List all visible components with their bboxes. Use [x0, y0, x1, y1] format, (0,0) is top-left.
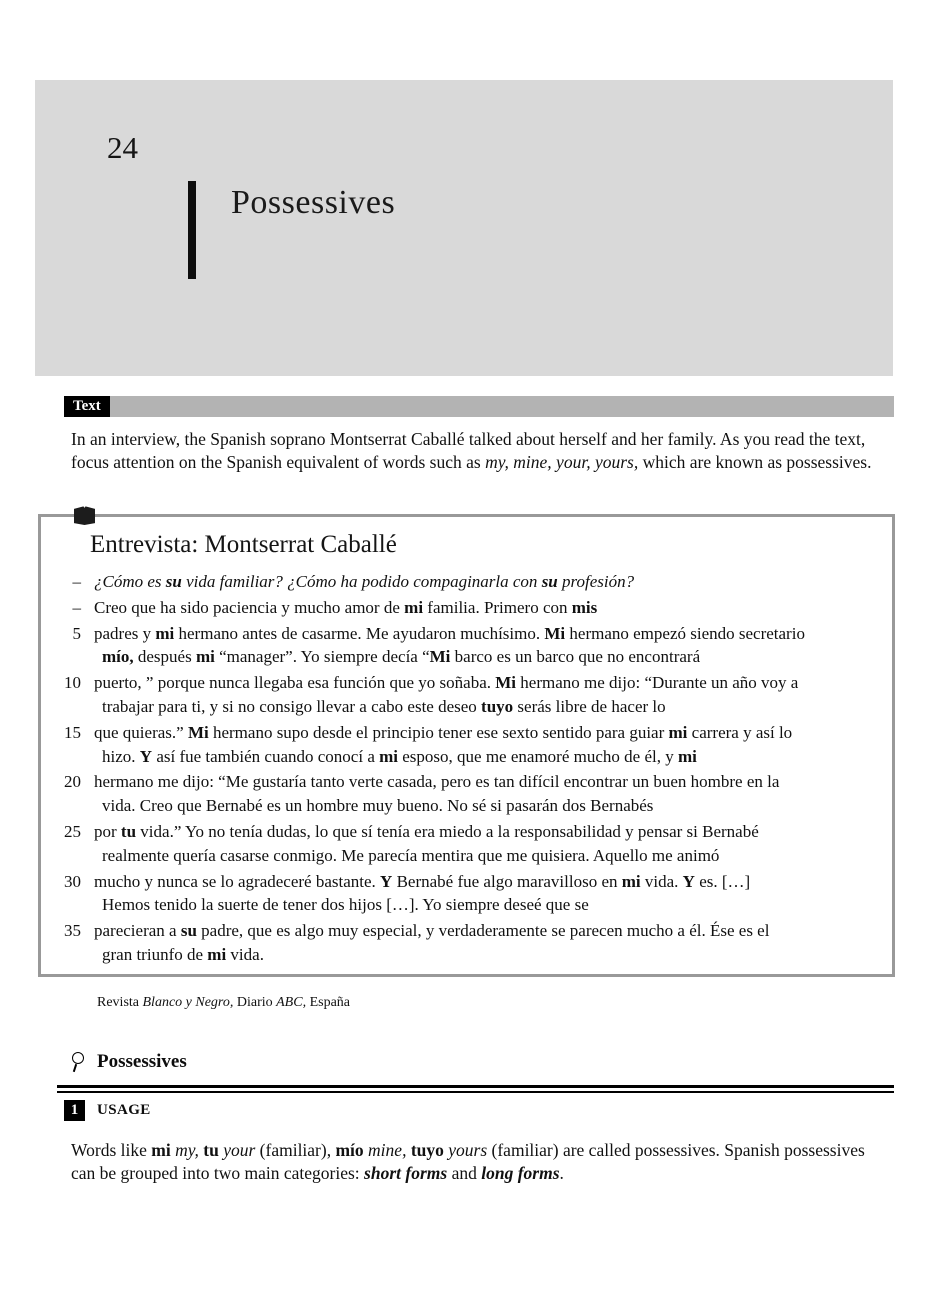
interview-line [57, 596, 884, 620]
magnifier-icon [70, 1052, 85, 1076]
chapter-title: Possessives [231, 184, 396, 221]
line-number [57, 745, 81, 769]
line-number: – [72, 572, 81, 591]
line-number: 20 [64, 772, 81, 792]
section-double-rule [57, 1085, 894, 1093]
line-text: Creo que ha sido paciencia y mucho amor de mi familia. Primero con mis [94, 597, 598, 617]
line-text: ¿Cómo es su vida familiar? ¿Cómo ha podido compaginarla con su profesión? [94, 572, 635, 591]
chapter-header [35, 80, 893, 376]
interview-line [57, 820, 884, 844]
text-section-rule [110, 396, 894, 417]
line-text: hizo. Y así fue también cuando conocí a mi esposo, que me enamoré mucho de él, y mi [102, 746, 697, 766]
interview-title: Entrevista: Montserrat Caballé [90, 531, 397, 558]
chapter-title-bar [188, 181, 196, 279]
intro-paragraph: In an interview, the Spanish soprano Montserrat Caballé talked about herself and her family. As you read the text, focus attention on the Spanish equivalent of words such as my, mine, your, yours, which are known as possessives. [71, 429, 872, 472]
interview-line [57, 870, 884, 894]
line-number: 35 [64, 921, 81, 941]
subsection-number-badge: 1 [64, 1100, 85, 1121]
interview-line [57, 770, 884, 794]
book-icon [74, 506, 95, 525]
line-number [57, 844, 81, 868]
line-text: mucho y nunca se lo agradeceré bastante. Y Bernabé fue algo maravilloso en mi vida. Y es. […] [94, 871, 751, 891]
line-text: trabajar para ti, y si no consigo llevar a cabo este deseo tuyo serás libre de hacer lo [102, 696, 666, 716]
line-number: 10 [64, 673, 81, 693]
interview-line [57, 645, 884, 669]
chapter-number: 24 [107, 130, 138, 165]
line-text: que quieras.” Mi hermano supo desde el principio tener ese sexto sentido para guiar mi carrera y así lo [94, 722, 793, 742]
line-number: 5 [72, 623, 81, 643]
interview-line [57, 721, 884, 745]
interview-line [57, 794, 884, 818]
line-text: Hemos tenido la suerte de tener dos hijos […]. Yo siempre deseé que se [102, 895, 589, 915]
line-text: hermano me dijo: “Me gustaría tanto verte casada, pero es tan difícil encontrar un buen hombre en la [94, 772, 780, 792]
interview-box [38, 514, 895, 977]
section-heading-title: Possessives [97, 1051, 187, 1072]
interview-line [57, 893, 884, 917]
interview-line [57, 622, 884, 646]
line-text: mío, después mi “manager”. Yo siempre decía “Mi barco es un barco que no encontrará [102, 647, 701, 667]
line-number [57, 893, 81, 917]
text-section-header [64, 396, 894, 417]
line-number: – [72, 597, 81, 617]
subsection-title: USAGE [97, 1102, 151, 1118]
interview-line [57, 671, 884, 695]
line-number: 15 [64, 722, 81, 742]
line-number [57, 943, 81, 967]
line-text: realmente quería casarse conmigo. Me parecía mentira que me quisiera. Aquello me animó [102, 845, 720, 865]
interview-line [57, 943, 884, 967]
usage-paragraph: Words like mi my, tu your (familiar), mío mine, tuyo yours (familiar) are called possessives. Spanish possessives can be grouped into two main categories: short forms and long forms. [71, 1140, 865, 1183]
line-text: vida. Creo que Bernabé es un hombre muy bueno. No sé si pasarán dos Bernabés [102, 796, 654, 816]
attribution: Revista Blanco y Negro, Diario ABC, España [97, 995, 351, 1010]
text-section-label: Text [64, 396, 110, 417]
interview-line [57, 570, 884, 594]
line-number [57, 645, 81, 669]
line-number: 25 [64, 821, 81, 841]
interview-line [57, 695, 884, 719]
line-number [57, 695, 81, 719]
section-heading [70, 1051, 187, 1076]
interview-line [57, 745, 884, 769]
line-number [57, 794, 81, 818]
line-text: parecieran a su padre, que es algo muy especial, y verdaderamente se parecen mucho a él. Ése es el [94, 921, 770, 941]
interview-line [57, 919, 884, 943]
interview-lines [41, 570, 892, 967]
line-text: gran triunfo de mi vida. [102, 944, 264, 964]
line-text: padres y mi hermano antes de casarme. Me ayudaron muchísimo. Mi hermano empezó siendo secretario [94, 623, 805, 643]
line-text: puerto, ” porque nunca llegaba esa función que yo soñaba. Mi hermano me dijo: “Durante un año voy a [94, 673, 799, 693]
line-text: por tu vida.” Yo no tenía dudas, lo que sí tenía era miedo a la responsabilidad y pensar si Bernabé [94, 821, 759, 841]
subsection-header [64, 1100, 151, 1121]
line-number: 30 [64, 871, 81, 891]
interview-line [57, 844, 884, 868]
